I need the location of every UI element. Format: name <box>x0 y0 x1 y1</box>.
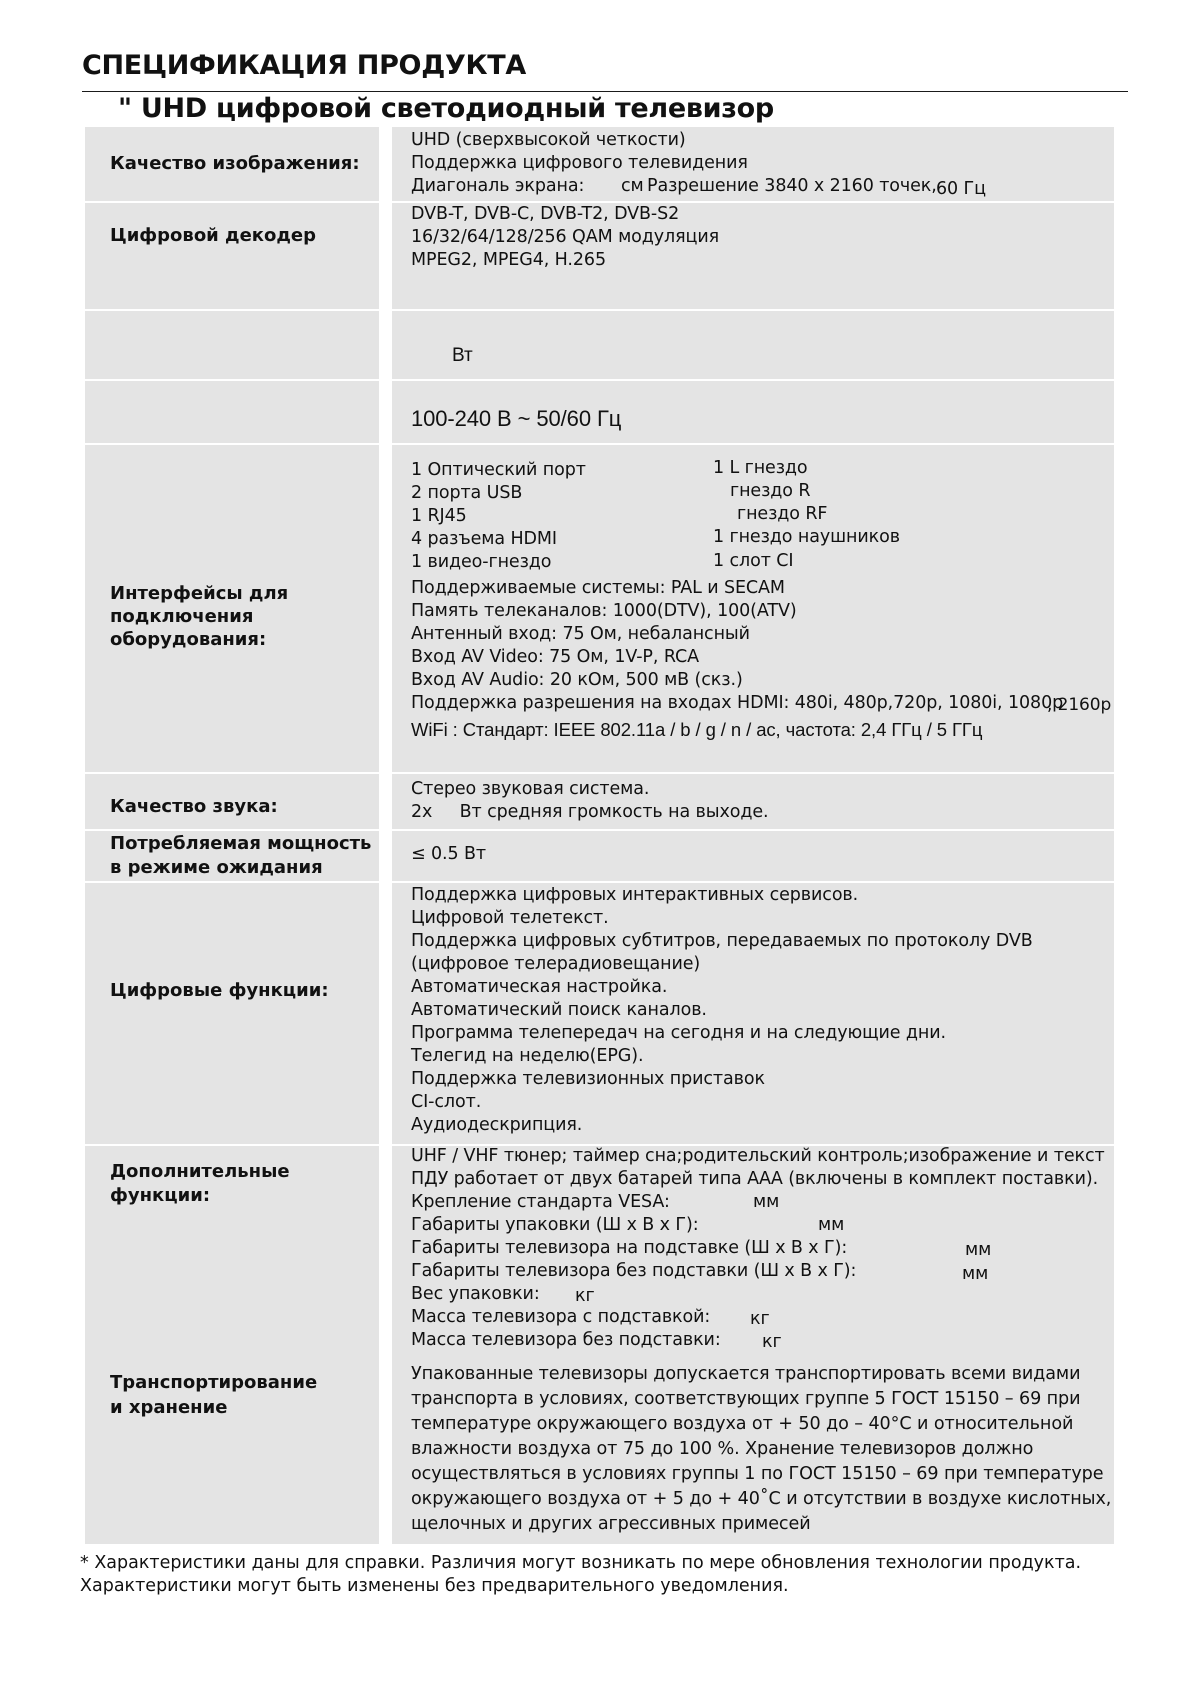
extra-label-1: Дополнительные <box>110 1161 290 1182</box>
interfaces-line-2: Память телеканалов: 1000(DTV), 100(ATV) <box>411 601 797 621</box>
digital-label: Цифровые функции: <box>110 980 329 1001</box>
page-title: СПЕЦИФИКАЦИЯ ПРОДУКТА <box>82 50 526 81</box>
interfaces-label-3: оборудования: <box>110 629 267 650</box>
pack-weight-label: Вес упаковки: <box>411 1284 540 1304</box>
tv-stand-weight-label: Масса телевизора с подставкой: <box>411 1307 711 1327</box>
extra-line-1: UHF / VHF тюнер; таймер сна;родительский контроль;изображение и текст <box>411 1146 1105 1166</box>
transport-line-3: температуре окружающего воздуха от + 50 до – 40°С и относительной <box>411 1414 1074 1434</box>
decoder-line-3: MPEG2, MPEG4, H.265 <box>411 250 606 270</box>
hdmi-resolutions: Поддержка разрешения на входах HDMI: 480i, 480p,720p, 1080i, 1080p <box>411 693 1064 713</box>
tv-nostand-dims-unit: мм <box>962 1264 989 1284</box>
vesa-label: Крепление стандарта VESA: <box>411 1192 670 1212</box>
digital-line-1: Поддержка цифровых интерактивных сервисов. <box>411 885 859 905</box>
port-usb: 2 порта USB <box>411 483 523 503</box>
resolution-value: Разрешение 3840 х 2160 точек, <box>647 176 937 196</box>
digital-line-2: Цифровой телетекст. <box>411 908 609 928</box>
transport-line-7: щелочных и других агрессивных примесей <box>411 1514 811 1534</box>
extra-line-2: ПДУ работает от двух батарей типа ААА (включены в комплект поставки). <box>411 1169 1099 1189</box>
refresh-rate: 60 Гц <box>936 179 986 199</box>
sound-line-2: 2х Вт средняя громкость на выходе. <box>411 802 769 822</box>
hdmi-resolutions-tail: , 2160p <box>1047 695 1112 715</box>
digital-line-7: Программа телепередач на сегодня и на следующие дни. <box>411 1023 946 1043</box>
standby-label-2: в режиме ожидания <box>110 857 323 878</box>
port-rj45: 1 RJ45 <box>411 506 467 526</box>
footnote-line-2: Характеристики могут быть изменены без предварительного уведомления. <box>80 1576 789 1596</box>
label-cell-power <box>85 311 379 379</box>
jack-headphones: 1 гнездо наушников <box>713 527 900 547</box>
title-divider <box>82 91 1128 92</box>
transport-line-1: Упакованные телевизоры допускается транспортировать всеми видами <box>411 1364 1081 1384</box>
footnote <box>80 1552 1081 1598</box>
transport-line-6: окружающего воздуха от + 5 до + 40˚С и отсутствии в воздухе кислотных, <box>411 1489 1112 1509</box>
extra-label-2: функции: <box>110 1185 211 1206</box>
jack-l: 1 L гнездо <box>713 458 808 478</box>
digital-line-10: CI-слот. <box>411 1092 482 1112</box>
transport-label-1: Транспортирование <box>110 1372 318 1393</box>
tv-nostand-weight-unit: кг <box>762 1332 782 1352</box>
value-cell-standby <box>392 831 1114 881</box>
decoder-label: Цифровой декодер <box>110 225 317 246</box>
standby-label-1: Потребляемая мощность <box>110 833 372 854</box>
transport-line-5: осуществляться в условиях группы 1 по ГОСТ 15150 – 69 при температуре <box>411 1464 1104 1484</box>
pack-weight-unit: кг <box>575 1286 595 1306</box>
vesa-unit: мм <box>753 1192 780 1212</box>
tv-stand-dims-label: Габариты телевизора на подставке (Ш х В х Г): <box>411 1238 848 1258</box>
jack-r: гнездо R <box>730 481 811 501</box>
product-subtitle: " UHD цифровой светодиодный телевизор <box>118 93 774 124</box>
digital-line-6: Автоматический поиск каналов. <box>411 1000 707 1020</box>
interfaces-label-2: подключения <box>110 606 254 627</box>
tv-nostand-dims-label: Габариты телевизора без подставки (Ш х В х Г): <box>411 1261 857 1281</box>
digital-line-3: Поддержка цифровых субтитров, передаваемых по протоколу DVB <box>411 931 1033 951</box>
value-cell-power <box>392 311 1114 379</box>
decoder-line-1: DVB-T, DVB-C, DVB-T2, DVB-S2 <box>411 204 680 224</box>
port-video: 1 видео-гнездо <box>411 552 552 572</box>
diagonal-label: Диагональ экрана: <box>411 176 585 196</box>
digital-line-4: (цифровое телерадиовещание) <box>411 954 701 974</box>
interfaces-line-3: Антенный вход: 75 Ом, небалансный <box>411 624 750 644</box>
tv-stand-dims-unit: мм <box>965 1240 992 1260</box>
footnote-line-1: * Характеристики даны для справки. Различия могут возникать по мере обновления технологии продукта. <box>80 1553 1082 1573</box>
digital-line-8: Телегид на неделю(EPG). <box>411 1046 644 1066</box>
pack-dims-unit: мм <box>818 1215 845 1235</box>
voltage-value: 100-240 В ~ 50/60 Гц <box>411 406 622 431</box>
pack-dims-label: Габариты упаковки (Ш х В х Г): <box>411 1215 699 1235</box>
label-cell-digital <box>85 883 379 1144</box>
transport-line-4: влажности воздуха от 75 до 100 %. Хранение телевизоров должно <box>411 1439 1034 1459</box>
sound-line-1: Стерео звуковая система. <box>411 779 650 799</box>
decoder-line-2: 16/32/64/128/256 QAM модуляция <box>411 227 720 247</box>
transport-line-2: транспорта в условиях, соответствующих группе 5 ГОСТ 15150 – 69 при <box>411 1389 1081 1409</box>
slot-ci: 1 слот CI <box>713 551 794 571</box>
jack-rf: гнездо RF <box>737 504 828 524</box>
standby-value: ≤ 0.5 Вт <box>411 844 487 864</box>
tv-nostand-weight-label: Масса телевизора без подставки: <box>411 1330 721 1350</box>
image-quality-line-2: Поддержка цифрового телевидения <box>411 153 748 173</box>
digital-line-9: Поддержка телевизионных приставок <box>411 1069 765 1089</box>
power-value: Вт <box>452 345 473 366</box>
image-quality-label: Качество изображения: <box>110 153 360 174</box>
label-cell-voltage <box>85 381 379 443</box>
label-cell-decoder <box>85 203 379 309</box>
wifi-spec: WiFi : Стандарт: IEEE 802.11a / b / g / n / ac, частота: 2,4 ГГц / 5 ГГц <box>411 719 983 740</box>
sound-label: Качество звука: <box>110 796 278 817</box>
interfaces-line-5: Вход AV Audio: 20 кОм, 500 мВ (скз.) <box>411 670 743 690</box>
transport-label-2: и хранение <box>110 1397 228 1418</box>
port-hdmi: 4 разъема HDMI <box>411 529 557 549</box>
interfaces-line-1: Поддерживаемые системы: PAL и SECAM <box>411 578 785 598</box>
tv-stand-weight-unit: кг <box>750 1309 770 1329</box>
interfaces-label-1: Интерфейсы для <box>110 583 289 604</box>
digital-line-5: Автоматическая настройка. <box>411 977 668 997</box>
port-optical: 1 Оптический порт <box>411 460 586 480</box>
diagonal-unit: см <box>621 176 644 196</box>
interfaces-line-4: Вход AV Video: 75 Ом, 1V-P, RCA <box>411 647 699 667</box>
digital-line-11: Аудиодескрипция. <box>411 1115 583 1135</box>
image-quality-line-1: UHD (сверхвысокой четкости) <box>411 130 686 150</box>
